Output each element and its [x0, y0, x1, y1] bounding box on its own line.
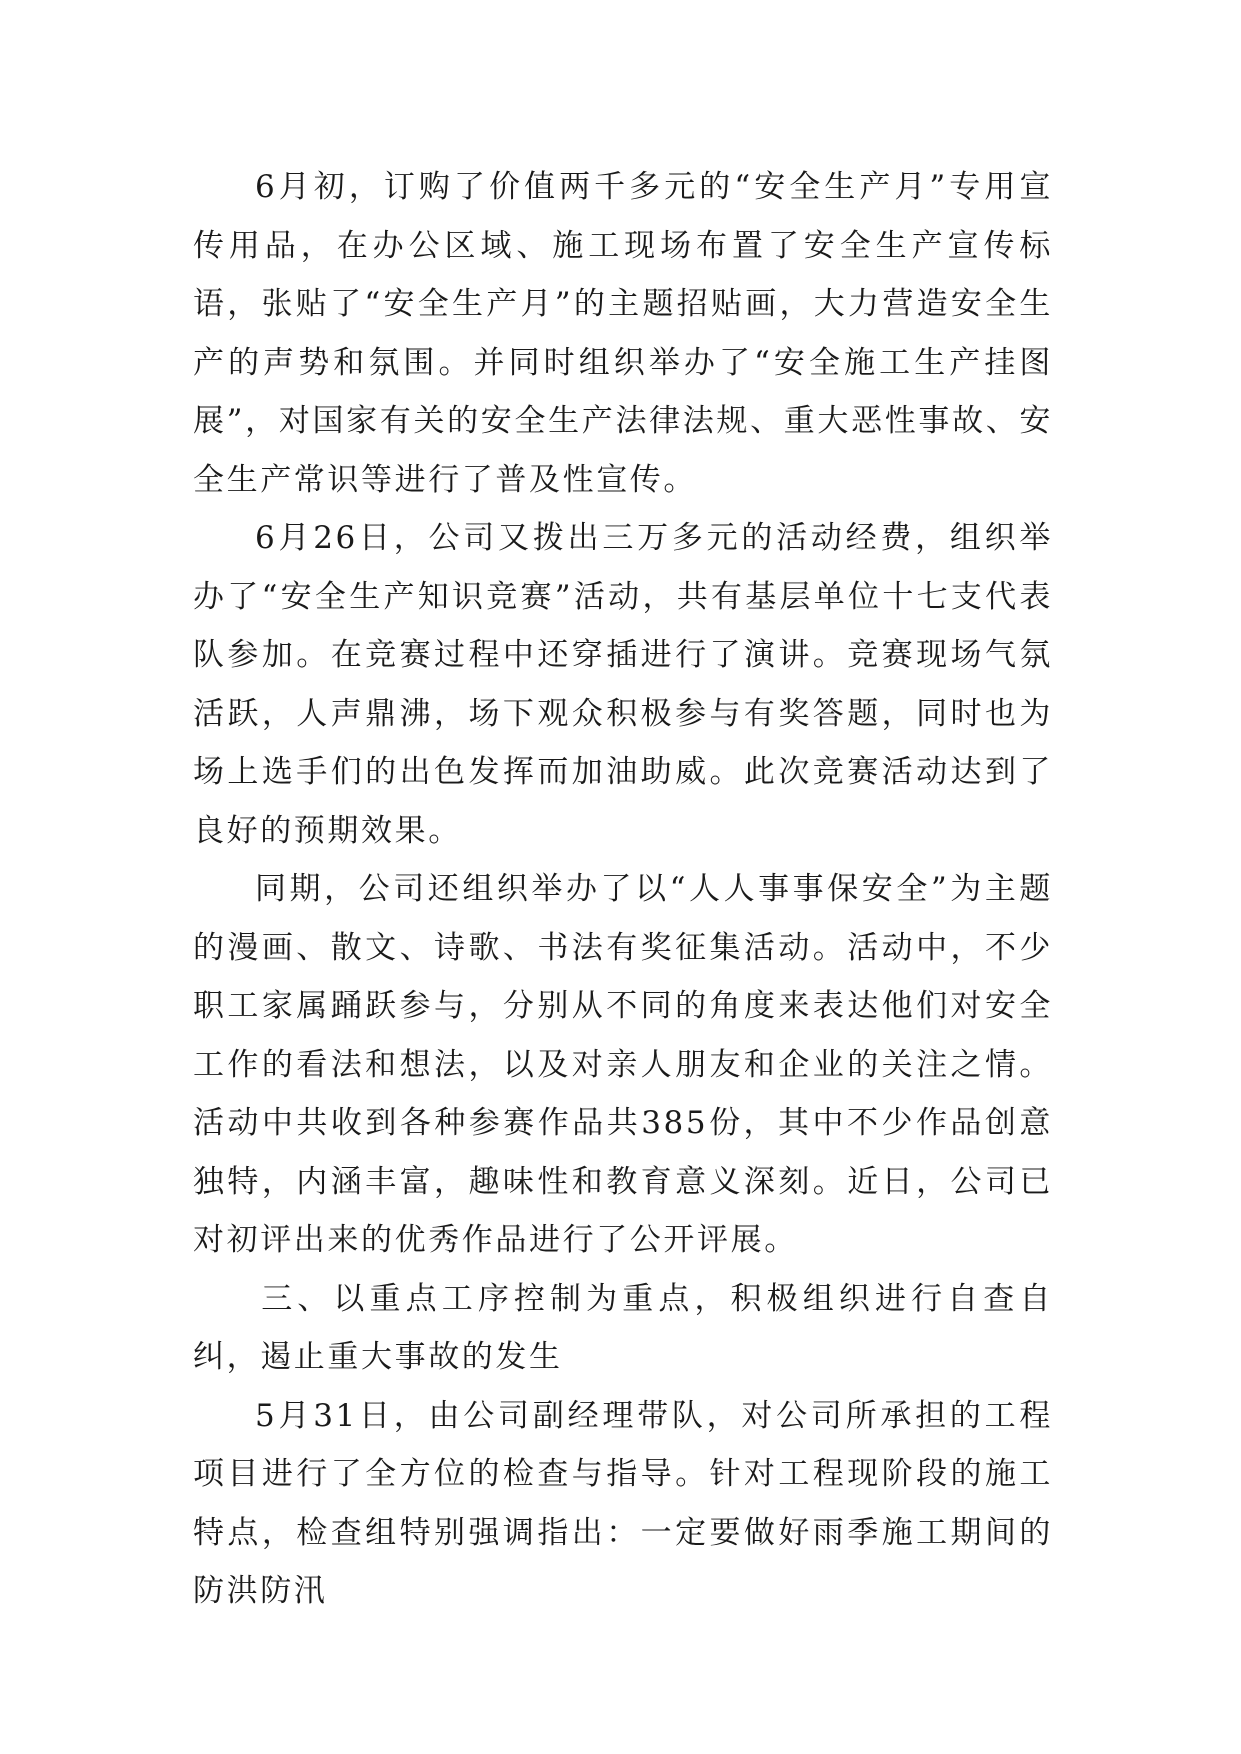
paragraph-art-collection: 同期，公司还组织举办了以“人人事事保安全”为主题的漫画、散文、诗歌、书法有奖征集活动。活动中，不少职工家属踊跃参与，分别从不同的角度来表达他们对安全工作的看法和想法，以及对亲人朋友和企业的关注之情。活动中共收到各种参赛作品共385份，其中不少作品创意独特，内涵丰富，趣味性和教育意义深刻。近日，公司已对初评出来的优秀作品进行了公开评展。 — [193, 871, 1053, 1258]
section-heading-three: 三、以重点工序控制为重点，积极组织进行自查自纠，遏止重大事故的发生 — [193, 1280, 1053, 1375]
paragraph-safety-month-materials: 6月初，订购了价值两千多元的“安全生产月”专用宣传用品，在办公区域、施工现场布置了安全生产宣传标语，张贴了“安全生产月”的主题招贴画，大力营造安全生产的声势和氛围。并同时组织举办了“安全施工生产挂图展”，对国家有关的安全生产法律法规、重大恶性事故、安全生产常识等进行了普及性宣传。 — [193, 169, 1053, 498]
paragraph-knowledge-contest: 6月26日，公司又拨出三万多元的活动经费，组织举办了“安全生产知识竞赛”活动，共有基层单位十七支代表队参加。在竞赛过程中还穿插进行了演讲。竞赛现场气氛活跃，人声鼎沸，场下观众积极参与有奖答题，同时也为场上选手们的出色发挥而加油助威。此次竞赛活动达到了良好的预期效果。 — [193, 520, 1053, 849]
document-body — [193, 158, 1053, 1621]
paragraph-project-inspection: 5月31日，由公司副经理带队，对公司所承担的工程项目进行了全方位的检查与指导。针对工程现阶段的施工特点，检查组特别强调指出：一定要做好雨季施工期间的防洪防汛 — [193, 1397, 1053, 1609]
